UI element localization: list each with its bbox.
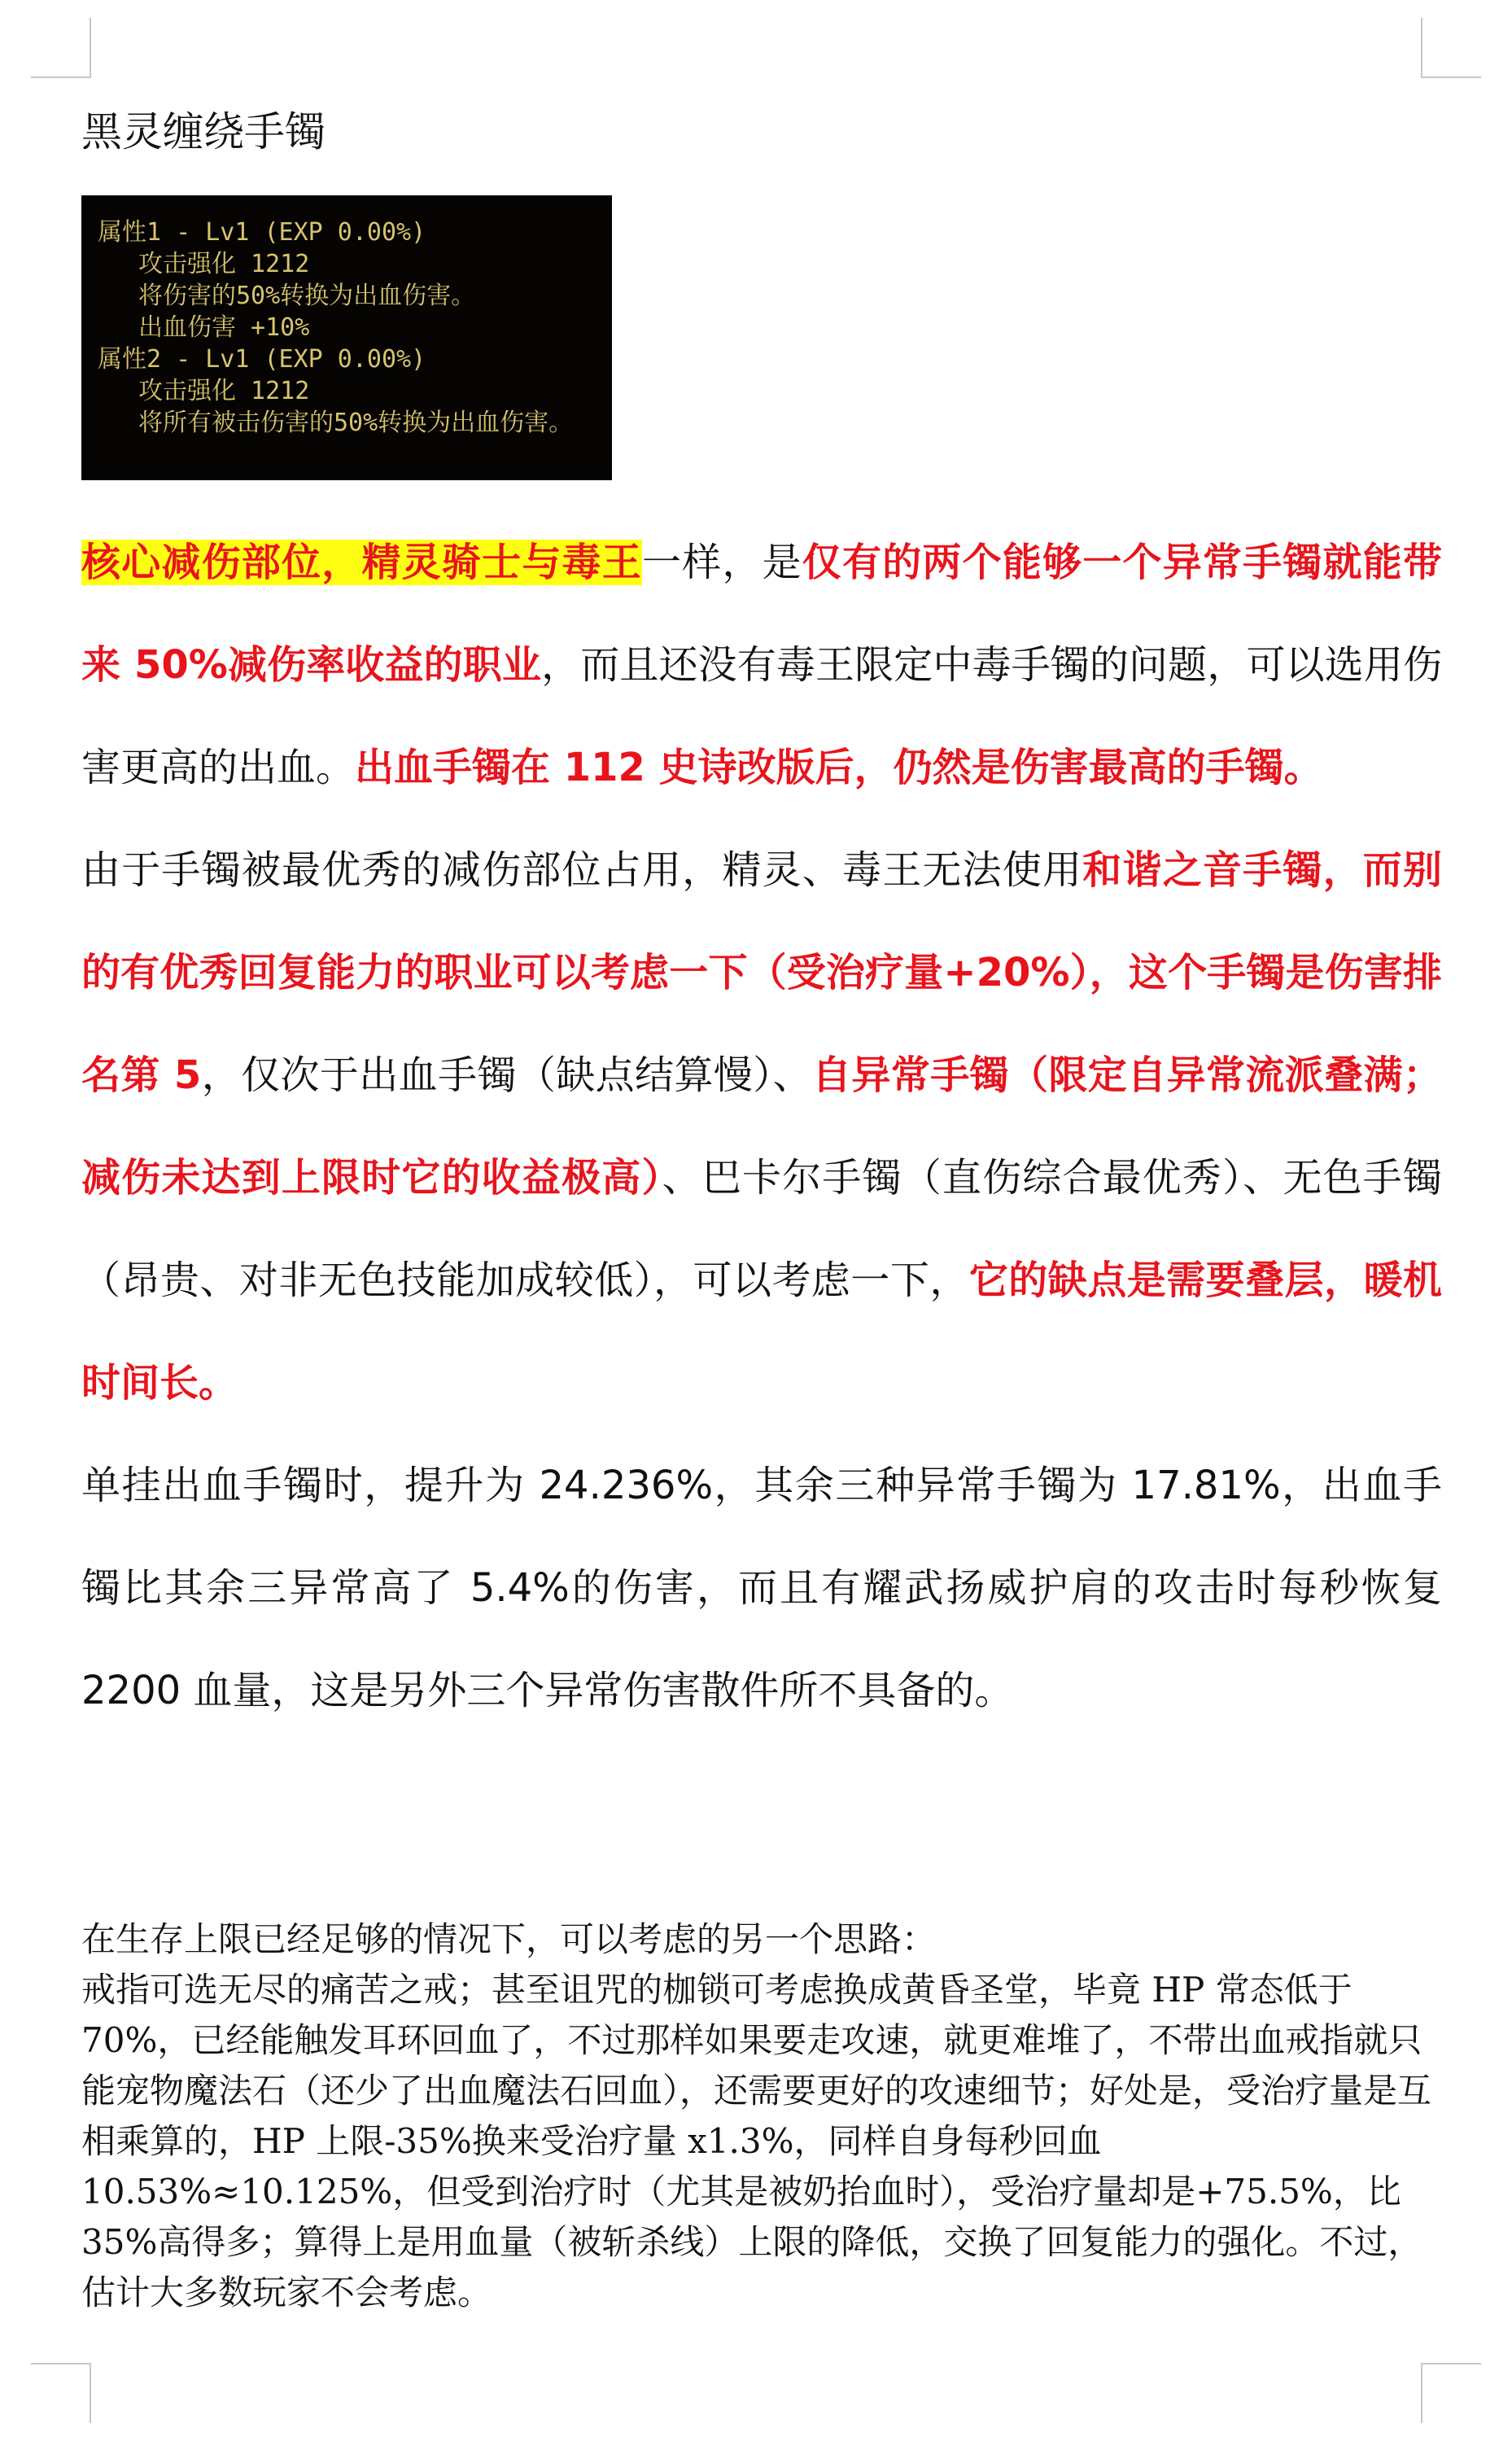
paragraph-2 [81,819,1442,1434]
paragraph-1 [81,511,1442,819]
page-title: 黑灵缠绕手镯 [81,108,326,155]
tooltip-bleed-convert-1: 将伤害的50%转换为出血伤害。 [138,282,476,310]
page-corner-mark-bottom-left [31,2363,91,2423]
note-section [81,1914,1449,2318]
paragraph-2-text-a: 由于手镯被最优秀的减伤部位占用，精灵、毒王无法使用 [81,847,1083,893]
paragraph-1-emphasis-b: 出血手镯在 112 史诗改版后，仍然是伤害最高的手镯。 [355,745,1323,790]
tooltip-attribute-2-header: 属性2 - Lv1 (EXP 0.00%) [98,345,426,374]
paragraph-2-text-b: ，仅次于出血手镯（缺点结算慢）、 [201,1052,813,1098]
game-tooltip-image [81,195,612,480]
note-intro: 在生存上限已经足够的情况下，可以考虑的另一个思路： [81,1919,937,1959]
page-corner-mark-bottom-right [1421,2363,1481,2423]
tooltip-bleed-damage: 出血伤害 +10% [138,313,310,342]
paragraph-3: 单挂出血手镯时，提升为 24.236%，其余三种异常手镯为 17.81%，出血手镯比其余三异常高了 5.4%的伤害，而且有耀武扬威护肩的攻击时每秒恢复 2200 血量，这是另外三个异常伤害散件所不具备的。 [81,1463,1442,1713]
tooltip-attack-boost-1: 攻击强化 1212 [138,250,310,278]
note-body: 戒指可选无尽的痛苦之戒；甚至诅咒的枷锁可考虑换成黄昏圣堂，毕竟 HP 常态低于 70%，已经能触发耳环回血了，不过那样如果要走攻速，就更难堆了，不带出血戒指就只能宠物魔法石（还少了出血魔法石回血），还需要更好的攻速细节；好处是，受治疗量是互相乘算的，HP 上限-35%换来受治疗量 x1.3%，同样自身每秒回血 10.53%≈10.125%，但受到治疗时（尤其是被奶抬血时），受治疗量却是+75.5%，比 35%高得多；算得上是用血量（被斩杀线）上限的降低，交换了回复能力的强化。不过，估计大多数玩家不会考虑。 [81,1970,1432,2312]
page-corner-mark-top-left [31,18,91,78]
paragraph-2-emphasis-b: 自异常手镯（限定自异常流派叠满；减伤未达到上限时它的收益极高） [81,1052,1442,1201]
paragraph-2-text-c: 、巴卡尔手镯（直伤综合最优秀）、无色手镯（昂贵、对非无色技能加成较低），可以考虑一下， [81,1155,1442,1303]
paragraph-1-emphasis-a: 仅有的两个能够一个异常手镯就能带来 50%减伤率收益的职业 [81,540,1442,688]
paragraph-1-text-b: ，而且还没有毒王限定中毒手镯的问题，可以选用伤害更高的出血。 [81,642,1442,790]
highlighted-phrase: 核心减伤部位，精灵骑士与毒王 [81,540,642,585]
tooltip-attack-boost-2: 攻击强化 1212 [138,377,310,405]
article-body [81,511,1442,1742]
page-corner-mark-top-right [1421,18,1481,78]
paragraph-2-emphasis-c: 它的缺点是需要叠层，暖机时间长。 [81,1258,1442,1406]
paragraph-2-emphasis-a: 和谐之音手镯，而别的有优秀回复能力的职业可以考虑一下（受治疗量+20%），这个手镯是伤害排名第 5 [81,847,1442,1098]
tooltip-bleed-convert-2: 将所有被击伤害的50%转换为出血伤害。 [138,409,574,437]
paragraph-1-text-a: 一样，是 [641,540,802,585]
tooltip-attribute-1-header: 属性1 - Lv1 (EXP 0.00%) [98,218,426,247]
